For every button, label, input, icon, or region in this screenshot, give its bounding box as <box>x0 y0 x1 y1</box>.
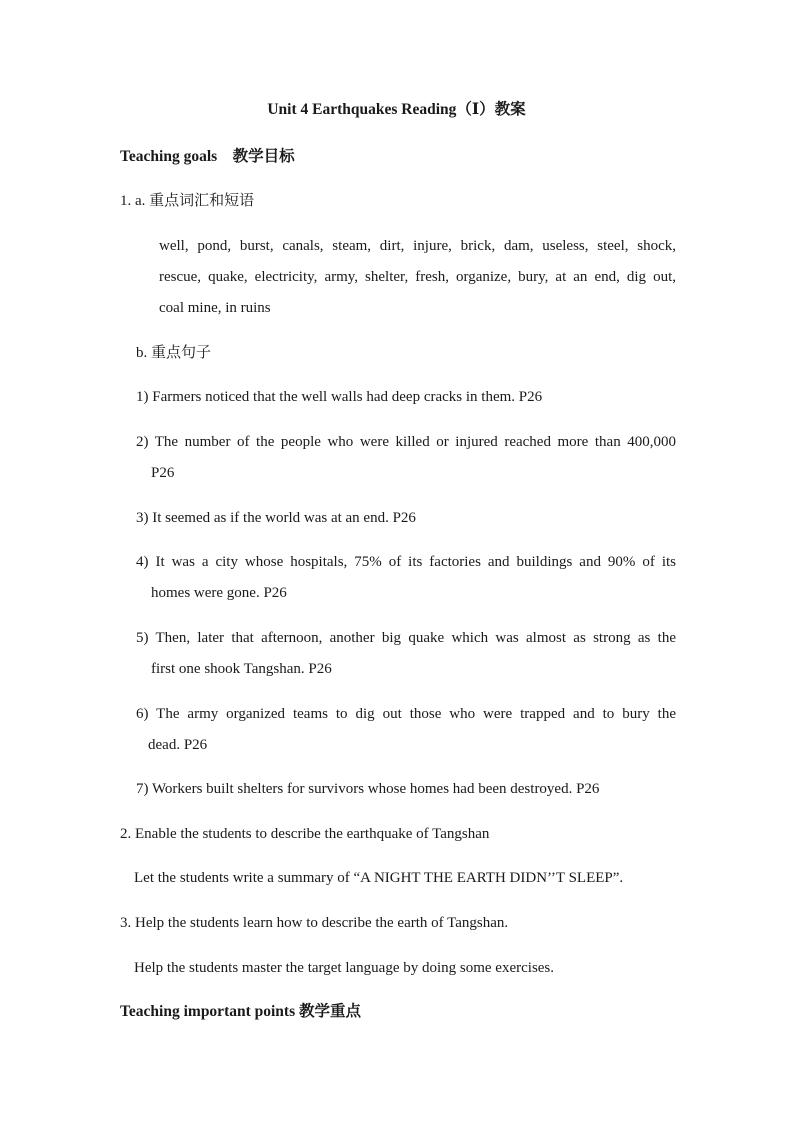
goal-2: 2. Enable the students to describe the earthquake of Tangshan <box>120 826 490 842</box>
sentence-4-line-2: homes were gone. P26 <box>151 585 287 601</box>
sentence-3: 3) It seemed as if the world was at an end. P26 <box>136 510 416 526</box>
sentence-1: 1) Farmers noticed that the well walls had deep cracks in them. P26 <box>136 389 543 405</box>
sentence-4-line-1: 4) It was a city whose hospitals, 75% of its factories and buildings and 90% of its <box>136 554 676 570</box>
goal-3: 3. Help the students learn how to describe the earth of Tangshan. <box>120 915 509 931</box>
sentence-6-line-1: 6) The army organized teams to dig out those who were trapped and to bury the <box>136 706 676 722</box>
sentence-2-line-2: P26 <box>151 465 175 481</box>
vocab-line-3: coal mine, in ruins <box>159 300 271 316</box>
sentence-6-line-2: dead. P26 <box>148 737 208 753</box>
vocab-line-1: well, pond, burst, canals, steam, dirt, injure, brick, dam, useless, steel, shock, <box>159 238 676 254</box>
document-title: Unit 4 Earthquakes Reading（Ⅰ）教案 <box>267 101 526 118</box>
teaching-important-points-heading: Teaching important points 教学重点 <box>120 1003 361 1020</box>
sentences-heading: b. 重点句子 <box>136 345 212 361</box>
vocab-line-2: rescue, quake, electricity, army, shelter, fresh, organize, bury, at an end, dig out, <box>159 269 676 285</box>
goal-2-sub: Let the students write a summary of “A NIGHT THE EARTH DIDN’’T SLEEP”. <box>134 870 624 886</box>
teaching-goals-heading: Teaching goals 教学目标 <box>120 148 295 165</box>
sentence-5-line-1: 5) Then, later that afternoon, another big quake which was almost as strong as the <box>136 630 676 646</box>
sentence-5-line-2: first one shook Tangshan. P26 <box>151 661 332 677</box>
sentence-2-line-1: 2) The number of the people who were killed or injured reached more than 400,000 <box>136 434 676 450</box>
goal1-heading: 1. a. 重点词汇和短语 <box>120 193 255 209</box>
goal-3-sub: Help the students master the target language by doing some exercises. <box>134 960 555 976</box>
sentence-7: 7) Workers built shelters for survivors whose homes had been destroyed. P26 <box>136 781 600 797</box>
